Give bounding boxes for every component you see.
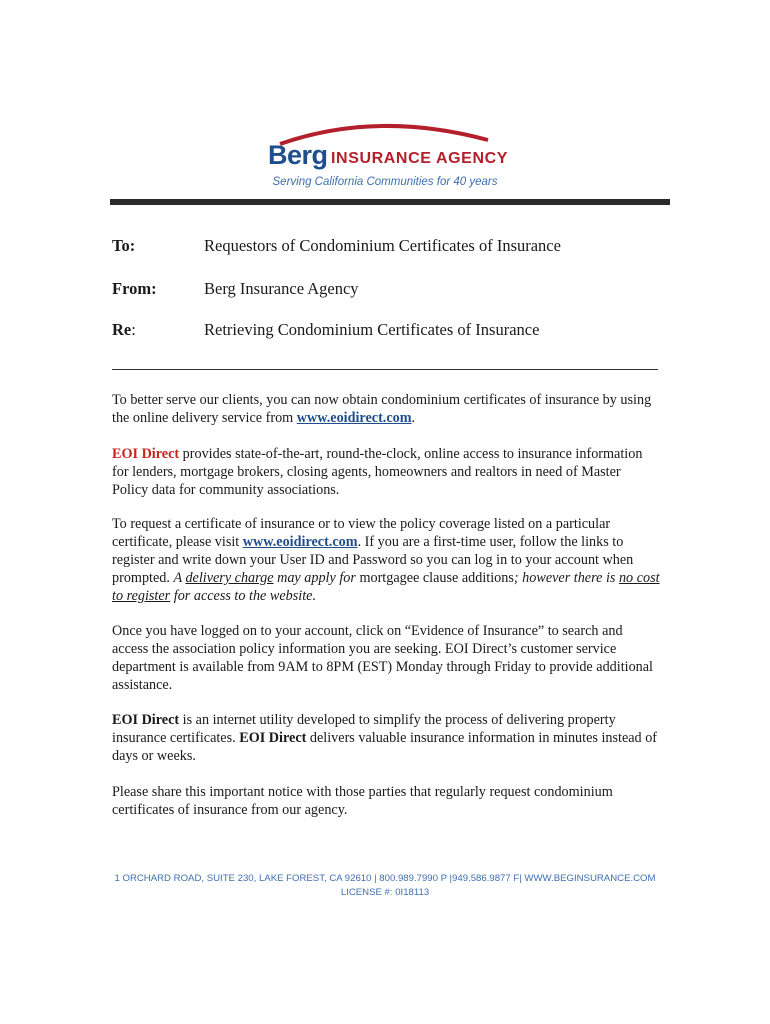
- register-text: . If you are a first-time user, follow the links to register and write down your User ID and Password so you can log in to your account when prompted.: [112, 534, 634, 586]
- intro-period: .: [411, 410, 416, 426]
- from-label: From:: [112, 279, 157, 298]
- footer-address: 1 ORCHARD ROAD, SUITE 230, LAKE FOREST, CA 92610 | 800.989.7990 P |949.586.9877 F| WWW.BEGINSURANCE.COM: [114, 873, 656, 884]
- logo-agency-text: INSURANCE AGENCY: [331, 150, 509, 167]
- from-value: Berg Insurance Agency: [204, 279, 359, 298]
- paragraph-eoi-utility: [112, 711, 660, 765]
- no-cost-text: no cost to register: [112, 570, 660, 604]
- re-label-text: Re: [112, 320, 132, 339]
- charge-note-a: A: [173, 570, 186, 586]
- charge-note-d: for access to the website.: [170, 588, 316, 604]
- charge-note-b: may apply for: [273, 570, 356, 586]
- request-text: To request a certificate of insurance or to view the policy coverage listed on a particular certificate, please visit: [112, 516, 611, 550]
- footer: [0, 872, 770, 900]
- logo-arc: [0, 118, 770, 178]
- eoi-overview-text: provides state-of-the-art, round-the-clock, online access to insurance information for lenders, mortgage brokers, closing agents, homeowners and realtors in need of Master Policy data for community associations.: [112, 446, 643, 498]
- paragraph-intro: [112, 391, 660, 427]
- re-label: [112, 320, 136, 340]
- logo-brand: Berg: [268, 140, 328, 170]
- intro-text: To better serve our clients, you can now obtain condominium certificates of insurance by using the online delivery service from: [112, 392, 652, 426]
- utility-text-a: is an internet utility developed to simplify the process of delivering property insurance certificates.: [112, 712, 616, 746]
- charge-note-c: ; however there is: [513, 570, 619, 586]
- memo-divider: [112, 369, 658, 370]
- eoidirect-link-2[interactable]: www.eoidirect.com: [242, 534, 358, 550]
- footer-license: LICENSE #: 0I18113: [340, 887, 430, 898]
- eoi-direct-brand: EOI Direct: [112, 446, 180, 462]
- paragraph-share-notice: Please share this important notice with those parties that regularly request condominium certificates of insurance from our agency.: [112, 784, 613, 818]
- to-label: To:: [112, 236, 136, 255]
- header-divider: [110, 199, 670, 205]
- tagline: Serving California Communities for 40 years: [272, 176, 498, 188]
- mortgagee-text: mortgagee clause additions: [355, 570, 514, 586]
- paragraph-eoi-overview: [112, 445, 660, 499]
- eoidirect-link[interactable]: www.eoidirect.com: [296, 410, 412, 426]
- re-label-colon: :: [131, 320, 136, 339]
- utility-text-b: delivers valuable insurance information in minutes instead of days or weeks.: [112, 730, 658, 764]
- eoi-direct-bold-2: EOI Direct: [239, 730, 307, 746]
- paragraph-logged-on: Once you have logged on to your account, click on “Evidence of Insurance” to search and access the association policy information you are seeking. EOI Direct’s customer service department is available from 9AM to 8PM (EST) Monday through Friday to provide additional assistance.: [112, 623, 654, 693]
- delivery-charge-text: delivery charge: [185, 570, 274, 586]
- re-value: Retrieving Condominium Certificates of Insurance: [204, 320, 540, 339]
- eoi-direct-bold-1: EOI Direct: [112, 712, 180, 728]
- paragraph-request-instructions: [112, 515, 660, 605]
- to-value: Requestors of Condominium Certificates of Insurance: [204, 236, 561, 255]
